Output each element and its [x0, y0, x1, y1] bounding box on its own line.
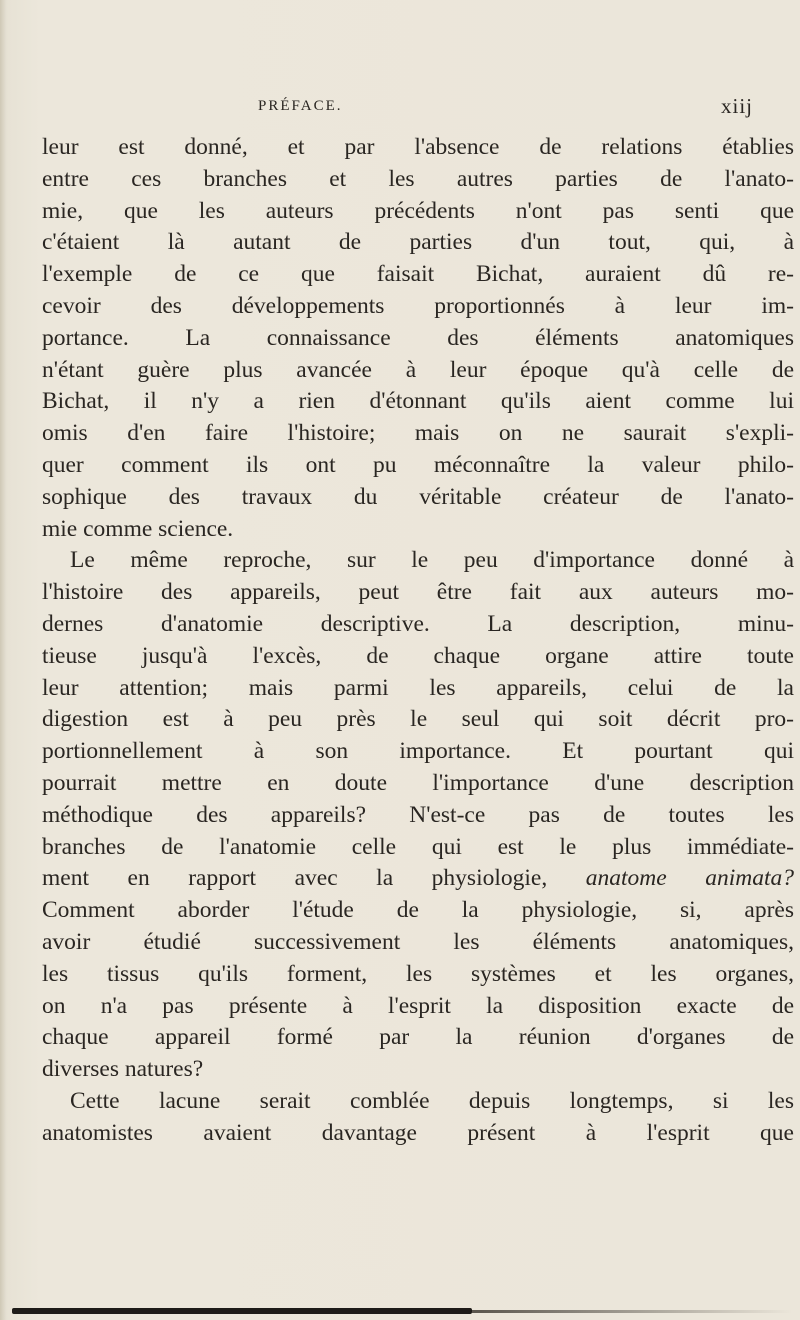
- text-line-with-italic: [42, 863, 794, 895]
- text-line: l'exemple de ce que faisait Bichat, auraient dû re-: [42, 261, 794, 288]
- text-line: leur attention; mais parmi les appareils, celui de la: [42, 674, 794, 701]
- text-line-indented: Le même reproche, sur le peu d'importance donné à: [70, 547, 794, 574]
- text-line: l'histoire des appareils, peut être fait aux auteurs mo-: [42, 579, 794, 606]
- page-bottom-edge-fade: [472, 1310, 792, 1313]
- text-line: on n'a pas présente à l'esprit la disposition exacte de: [42, 992, 794, 1019]
- text-line: tieuse jusqu'à l'excès, de chaque organe attire toute: [42, 642, 794, 669]
- text-line: branches de l'anatomie celle qui est le plus immédiate-: [42, 833, 794, 860]
- text-line: digestion est à peu près le seul qui soit décrit pro-: [42, 706, 794, 733]
- page-gutter-edge: [0, 0, 6, 1320]
- text-line: Comment aborder l'étude de la physiologie, si, après: [42, 897, 794, 924]
- text-line: c'étaient là autant de parties d'un tout, qui, à: [42, 229, 794, 256]
- text-line: portionnellement à son importance. Et pourtant qui: [42, 738, 794, 765]
- text-line-indented: Cette lacune serait comblée depuis longtemps, si les: [70, 1087, 794, 1114]
- text-line: méthodique des appareils? N'est-ce pas de toutes les: [42, 801, 794, 828]
- running-head: [258, 94, 778, 128]
- text-line: les tissus qu'ils forment, les systèmes et les organes,: [42, 960, 794, 987]
- text-line: entre ces branches et les autres parties de l'anato-: [42, 165, 794, 192]
- text-line: avoir étudié successivement les éléments anatomiques,: [42, 928, 794, 955]
- running-title: PRÉFACE.: [258, 98, 343, 114]
- text-run: ment en rapport avec la physiologie,: [42, 865, 548, 892]
- text-line: omis d'en faire l'histoire; mais on ne saurait s'expli-: [42, 420, 794, 447]
- text-line: portance. La connaissance des éléments anatomiques: [42, 324, 794, 351]
- text-line: pourrait mettre en doute l'importance d'une description: [42, 769, 794, 796]
- text-line: diverses natures?: [42, 1056, 204, 1083]
- text-line: Bichat, il n'y a rien d'étonnant qu'ils aient comme lui: [42, 388, 794, 415]
- text-line: quer comment ils ont pu méconnaître la valeur philo-: [42, 451, 794, 478]
- body-text: [42, 132, 794, 1150]
- text-line: dernes d'anatomie descriptive. La description, minu-: [42, 610, 794, 637]
- page-bottom-edge: [12, 1308, 472, 1314]
- text-line: mie, que les auteurs précédents n'ont pas senti que: [42, 197, 794, 224]
- text-line: sophique des travaux du véritable créateur de l'anato-: [42, 483, 794, 510]
- text-line: cevoir des développements proportionnés à leur im-: [42, 292, 794, 319]
- italic-phrase: anatome animata?: [585, 865, 794, 892]
- text-line: leur est donné, et par l'absence de relations établies: [42, 134, 794, 160]
- text-line: n'étant guère plus avancée à leur époque qu'à celle de: [42, 356, 794, 383]
- text-line: anatomistes avaient davantage présent à l'esprit que: [42, 1119, 794, 1146]
- text-line: mie comme science.: [42, 515, 234, 542]
- page-number: xiij: [721, 94, 754, 118]
- text-line: chaque appareil formé par la réunion d'organes de: [42, 1024, 794, 1051]
